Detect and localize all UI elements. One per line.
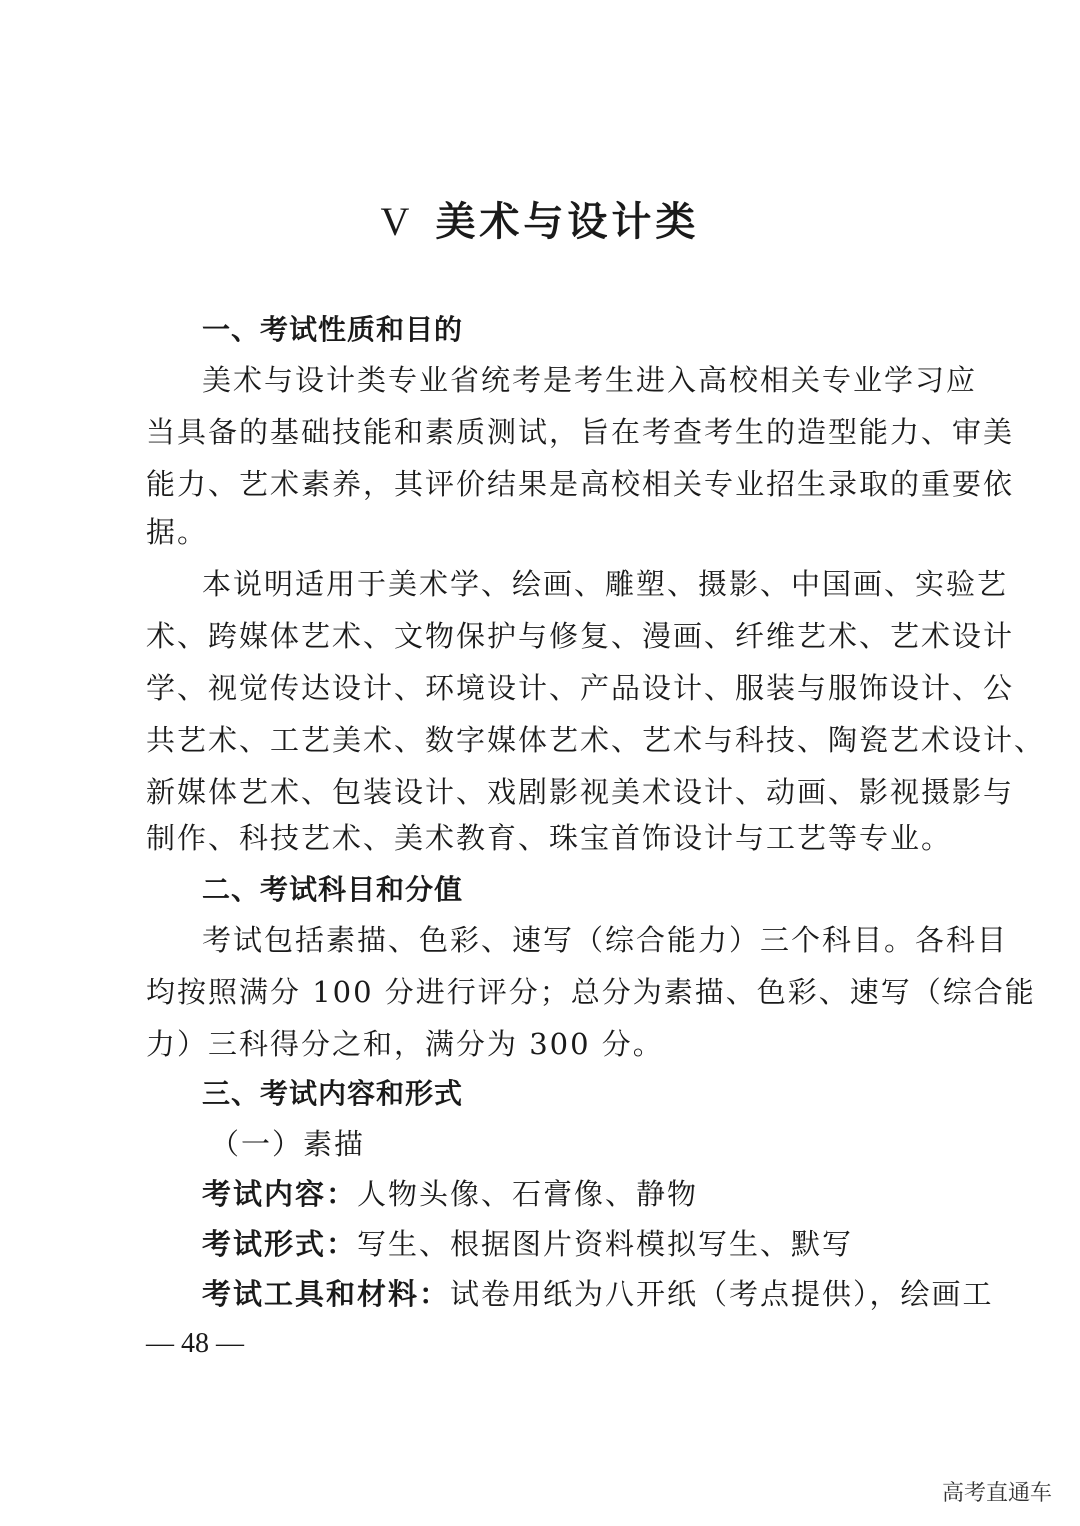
paragraph-line: 术、跨媒体艺术、文物保护与修复、漫画、纤维艺术、艺术设计: [146, 619, 1015, 653]
paragraph-line: 据。: [146, 515, 209, 549]
item-value: 试卷用纸为八开纸（考点提供），绘画工: [450, 1277, 994, 1311]
item-label: 考试内容：: [202, 1177, 358, 1211]
exam-tools-item: [202, 1272, 994, 1313]
item-label: 考试工具和材料：: [202, 1277, 451, 1311]
watermark-text: 高考直通车: [941, 1481, 1052, 1506]
title-text: 美术与设计类: [435, 199, 700, 245]
section-2-heading: 二、考试科目和分值: [202, 873, 464, 906]
paragraph-line: 美术与设计类专业省统考是考生进入高校相关专业学习应: [202, 363, 978, 397]
paragraph-line: 本说明适用于美术学、绘画、雕塑、摄影、中国画、实验艺: [202, 567, 1009, 601]
paragraph-line: 制作、科技艺术、美术教育、珠宝首饰设计与工艺等专业。: [146, 821, 953, 855]
title-roman-numeral: V: [380, 199, 414, 244]
paragraph-line: 共艺术、工艺美术、数字媒体艺术、艺术与科技、陶瓷艺术设计、: [146, 723, 1046, 757]
paragraph-line: 新媒体艺术、包装设计、戏剧影视美术设计、动画、影视摄影与: [146, 775, 1015, 809]
exam-form-item: [202, 1222, 853, 1263]
item-value: 写生、根据图片资料模拟写生、默写: [357, 1227, 854, 1261]
section-1-heading: 一、考试性质和目的: [202, 313, 464, 346]
section-3-heading: 三、考试内容和形式: [202, 1077, 464, 1110]
exam-content-item: [202, 1172, 698, 1213]
paragraph-line: 考试包括素描、色彩、速写（综合能力）三个科目。各科目: [202, 923, 1009, 957]
page-number: — 48 —: [146, 1328, 244, 1359]
paragraph-line: 学、视觉传达设计、环境设计、产品设计、服装与服饰设计、公: [146, 671, 1015, 705]
subsection-heading: （一）素描: [210, 1127, 366, 1161]
item-label: 考试形式：: [202, 1227, 358, 1261]
paragraph-line: 均按照满分 100 分进行评分；总分为素描、色彩、速写（综合能: [146, 975, 1036, 1009]
paragraph-line: 力）三科得分之和，满分为 300 分。: [146, 1027, 664, 1061]
paragraph-line: 当具备的基础技能和素质测试，旨在考查考生的造型能力、审美: [146, 415, 1015, 449]
paragraph-line: 能力、艺术素养，其评价结果是高校相关专业招生录取的重要依: [146, 467, 1015, 501]
page-title: [0, 190, 1080, 247]
item-value: 人物头像、石膏像、静物: [357, 1177, 699, 1211]
